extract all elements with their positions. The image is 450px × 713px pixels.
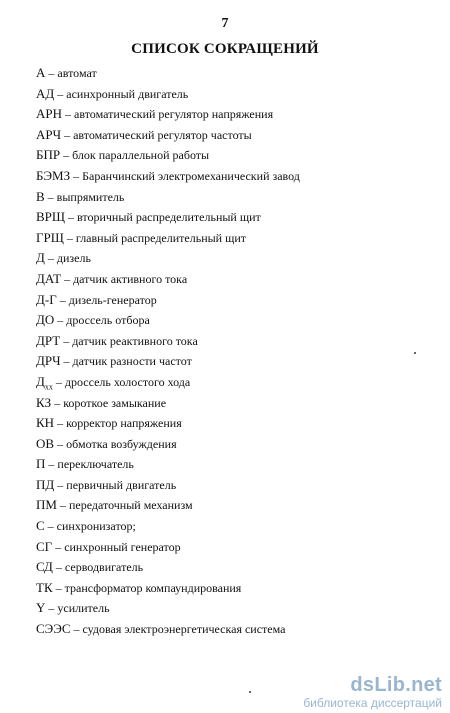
abbreviation-definition: – дроссель отбора xyxy=(57,313,150,328)
abbreviation-term xyxy=(36,271,61,286)
abbreviation-definition: – обмотка возбуждения xyxy=(57,436,177,451)
abbreviation-term xyxy=(36,292,57,307)
abbreviation-term-subscript: хх xyxy=(44,382,53,392)
abbreviation-definition: – корректор напряжения xyxy=(57,416,182,431)
abbreviation-definition: – дизель-генератор xyxy=(59,292,157,307)
abbreviation-definition: – датчик активного тока xyxy=(64,271,188,286)
watermark-tagline: библиотека диссертаций xyxy=(303,696,442,710)
abbreviation-term xyxy=(36,312,54,327)
abbreviation-term-text: В xyxy=(36,188,45,204)
abbreviation-term-text: ПД xyxy=(36,476,55,492)
abbreviation-definition: – серводвигатель xyxy=(55,560,144,575)
abbreviation-definition: – дизель xyxy=(47,251,91,266)
abbreviation-term-text: ОВ xyxy=(36,435,55,451)
abbreviation-term xyxy=(36,600,45,615)
abbreviation-term xyxy=(36,106,62,121)
abbreviation-item xyxy=(36,269,300,290)
abbreviation-definition: – вторичный распределительный щит xyxy=(68,210,261,225)
abbreviation-item xyxy=(36,578,300,599)
abbreviation-term xyxy=(36,580,53,595)
page-title: СПИСОК СОКРАЩЕНИЙ xyxy=(131,41,319,57)
abbreviation-definition: – судовая электроэнергетическая система xyxy=(73,622,286,637)
abbreviation-term-text: А xyxy=(36,65,46,80)
abbreviation-term xyxy=(36,415,54,430)
abbreviation-term-text: ТК xyxy=(36,579,53,595)
abbreviation-item xyxy=(36,290,300,311)
abbreviation-term xyxy=(36,168,70,183)
abbreviation-term-text: ДО xyxy=(36,312,55,328)
abbreviation-term-text: СЭЭС xyxy=(36,621,71,637)
abbreviation-term xyxy=(36,621,71,636)
abbreviation-term xyxy=(36,477,54,492)
watermark-brand: dsLib.net xyxy=(350,674,442,696)
abbreviation-term-text: КН xyxy=(36,415,55,431)
abbreviation-definition: – датчик реактивного тока xyxy=(63,333,198,348)
abbreviation-item xyxy=(36,310,300,331)
abbreviation-definition: – дроссель холостого хода xyxy=(55,374,191,389)
abbreviation-item xyxy=(36,516,300,537)
abbreviation-term xyxy=(36,353,61,368)
abbreviation-item xyxy=(36,393,300,414)
abbreviation-term-text: АРН xyxy=(36,106,63,122)
abbreviation-item xyxy=(36,557,300,578)
abbreviation-item xyxy=(36,187,300,208)
abbreviation-item xyxy=(36,413,300,434)
abbreviation-item xyxy=(36,372,300,393)
abbreviation-term xyxy=(36,86,54,101)
abbreviation-definition: – переключатель xyxy=(48,457,134,472)
abbreviation-item xyxy=(36,207,300,228)
abbreviation-term-text: ПМ xyxy=(36,497,57,513)
abbreviation-definition: – главный распределительный щит xyxy=(66,230,247,245)
abbreviation-definition: – Баранчинский электромеханический завод xyxy=(73,168,300,183)
abbreviation-term xyxy=(36,436,54,451)
abbreviation-definition: – выпрямитель xyxy=(47,189,125,204)
abbreviation-term xyxy=(36,373,53,392)
abbreviation-definition: – блок параллельной работы xyxy=(63,148,210,163)
abbreviation-term-text: АД xyxy=(36,85,55,101)
abbreviation-item xyxy=(36,619,300,640)
abbreviation-definition: – синхронизатор; xyxy=(47,519,136,534)
abbreviation-item xyxy=(36,331,300,352)
watermark xyxy=(303,675,442,709)
abbreviation-item xyxy=(36,145,300,166)
abbreviation-definition: – асинхронный двигатель xyxy=(57,86,189,101)
abbreviation-term-text: СГ xyxy=(36,538,53,554)
abbreviation-list xyxy=(36,63,300,640)
abbreviation-definition: – датчик разности частот xyxy=(63,354,192,369)
abbreviation-item xyxy=(36,125,300,146)
abbreviation-term xyxy=(36,333,60,348)
abbreviation-term xyxy=(36,456,45,471)
abbreviation-item xyxy=(36,63,300,84)
abbreviation-term xyxy=(36,497,57,512)
abbreviation-term-text: ДАТ xyxy=(36,270,62,286)
abbreviation-term-text: БЭМЗ xyxy=(36,167,71,183)
abbreviation-definition: – усилитель xyxy=(48,601,110,616)
abbreviation-term-text: С xyxy=(36,518,45,534)
abbreviation-term-text: Д-Г xyxy=(36,291,57,307)
abbreviation-item xyxy=(36,434,300,455)
abbreviation-item xyxy=(36,495,300,516)
abbreviation-item xyxy=(36,104,300,125)
abbreviation-term-text: КЗ xyxy=(36,394,52,410)
abbreviation-term-text: ДРТ xyxy=(36,332,61,348)
abbreviation-term-text: Y xyxy=(36,600,46,616)
abbreviation-term xyxy=(36,518,45,533)
abbreviation-definition: – передаточный механизм xyxy=(59,498,193,513)
abbreviation-term xyxy=(36,189,45,204)
abbreviation-definition: – короткое замыкание xyxy=(54,395,167,410)
abbreviation-term xyxy=(36,250,45,265)
abbreviation-item xyxy=(36,598,300,619)
abbreviation-definition: – трансформатор компаундирования xyxy=(55,580,242,595)
abbreviation-item xyxy=(36,475,300,496)
abbreviation-term xyxy=(36,65,45,80)
abbreviation-term-text: АРЧ xyxy=(36,126,62,142)
abbreviation-definition: – первичный двигатель xyxy=(57,477,177,492)
abbreviation-item xyxy=(36,166,300,187)
abbreviation-term xyxy=(36,539,52,554)
abbreviation-term-text: СД xyxy=(36,559,53,575)
abbreviation-term-text: П xyxy=(36,456,46,472)
abbreviation-item xyxy=(36,454,300,475)
abbreviation-item xyxy=(36,84,300,105)
page-number: 7 xyxy=(221,16,229,31)
abbreviation-term xyxy=(36,230,64,245)
abbreviation-term-text: ДРЧ xyxy=(36,353,61,369)
abbreviation-definition: – автоматический регулятор частоты xyxy=(64,127,252,142)
abbreviation-item xyxy=(36,351,300,372)
scan-speck xyxy=(414,352,416,354)
abbreviation-item xyxy=(36,537,300,558)
abbreviation-term-text: ВРЩ xyxy=(36,209,66,225)
abbreviation-definition: – автоматический регулятор напряжения xyxy=(65,107,274,122)
abbreviation-term xyxy=(36,209,65,224)
abbreviation-item xyxy=(36,248,300,269)
abbreviation-term xyxy=(36,395,51,410)
abbreviation-definition: – синхронный генератор xyxy=(55,539,181,554)
abbreviation-term xyxy=(36,127,61,142)
abbreviation-term xyxy=(36,559,53,574)
scan-speck xyxy=(249,691,251,693)
abbreviation-term-text: ГРЩ xyxy=(36,229,64,245)
abbreviation-term xyxy=(36,147,60,162)
abbreviation-term-text: Д xyxy=(36,373,45,389)
abbreviation-item xyxy=(36,228,300,249)
abbreviation-definition: – автомат xyxy=(48,66,97,80)
abbreviation-term-text: БПР xyxy=(36,147,61,163)
abbreviation-term-text: Д xyxy=(36,250,45,266)
